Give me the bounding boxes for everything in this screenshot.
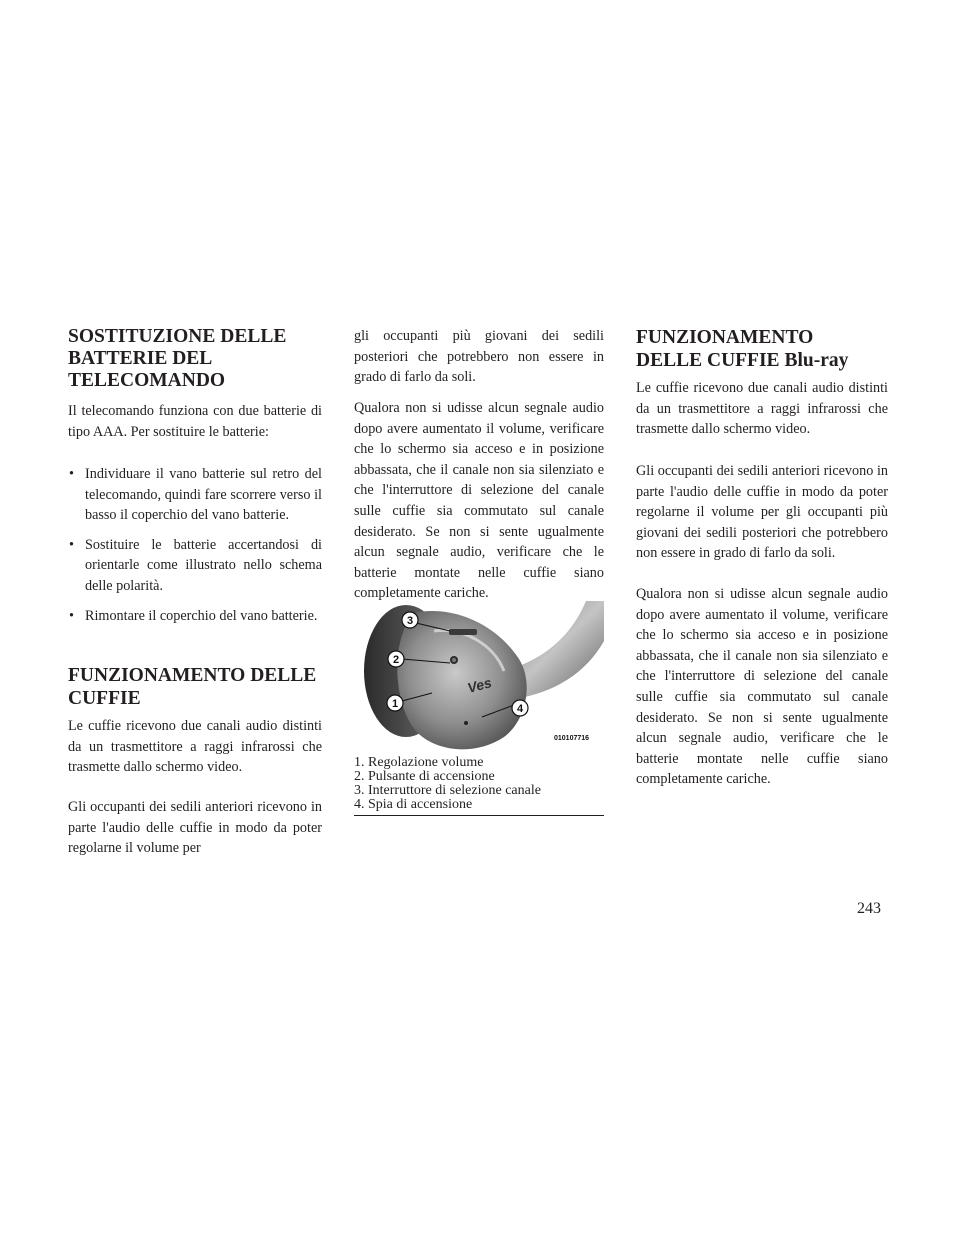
page-number: 243 [857,900,881,917]
battery-intro-paragraph: Il telecomando funziona con due batterie di tipo AAA. Per sostituire le batterie: [68,403,322,440]
ves-logo: Ves [465,674,494,696]
callout-2 [388,651,404,667]
caption-1: 1. Regolazione volume [354,755,484,770]
list-item: • Individuare il vano batterie sul retro del telecomando, quindi fare scorrere verso il basso il coperchio del vano batterie. [68,464,322,526]
figure-captions [354,756,604,816]
caption-2: 2. Pulsante di accensione [354,769,495,784]
bluray-paragraph-2: Gli occupanti dei sedili anteriori ricevono in parte l'audio delle cuffie in modo da poter regolarne il volume per gli occupanti più giovani dei sedili posteriori che potrebbero non essere in grado di farlo da soli. [636,463,888,562]
bluray-paragraph-3: Qualora non si udisse alcun segnale audio dopo avere aumentato il volume, verificare che lo schermo sia acceso e in posizione abbassata, che il canale non sia silenziato e che l'interruttore di selezione del canale sulle cuffie sia commutato sul canale desiderato. Se non si sente ugualmente alcun segnale audio, verificare che le batterie montate nelle cuffie siano completamente cariche. [636,586,888,788]
callout-3 [402,612,418,628]
list-item: • Rimontare il coperchio del vano batterie. [68,606,322,627]
svg-text:1: 1 [391,698,399,710]
caption-3: 3. Interruttore di selezione canale [354,783,541,798]
headphones-illustration [354,601,604,755]
headphones-paragraph-3: gli occupanti più giovani dei sedili posteriori che potrebbero non essere in grado di farlo da soli. [354,328,604,386]
svg-text:4: 4 [516,703,524,715]
callout-4 [512,700,528,716]
headphones-troubleshoot-paragraph: Qualora non si udisse alcun segnale audio dopo avere aumentato il volume, verificare che lo schermo sia acceso e in posizione abbassata, che il canale non sia silenziato e che l'interruttore di selezione del canale sulle cuffie sia commutato sul canale desiderato. Se non si sente ugualmente alcun segnale audio, verificare che le batterie montate nelle cuffie siano completamente cariche. [354,400,604,602]
svg-text:3: 3 [406,615,414,627]
headphones-paragraph-1: Le cuffie ricevono due canali audio distinti da un trasmettitore a raggi infrarossi che trasmette dallo schermo video. [68,718,322,776]
bluray-paragraph-1: Le cuffie ricevono due canali audio distinti da un trasmettitore a raggi infrarossi che trasmette dallo schermo video. [636,380,888,438]
svg-text:2: 2 [392,654,400,666]
headphones-photo [354,601,604,755]
caption-4: 4. Spia di accensione [354,797,473,812]
battery-steps-list [68,464,322,626]
heading-battery-replacement: SOSTITUZIONE DELLE BATTERIE DEL TELECOMANDO [68,326,287,391]
figure-code: 010107716 [554,735,590,742]
callout-1 [387,695,403,711]
list-item: • Sostituire le batterie accertandosi di orientarle come illustrato nello schema delle polarità. [68,535,322,597]
heading-headphones-operation: FUNZIONAMENTO DELLE CUFFIE [68,665,317,709]
headphones-paragraph-2: Gli occupanti dei sedili anteriori ricevono in parte l'audio delle cuffie in modo da poter regolarne il volume per [68,799,322,857]
heading-bluray-headphones: FUNZIONAMENTO DELLE CUFFIE Blu-ray [636,327,849,371]
